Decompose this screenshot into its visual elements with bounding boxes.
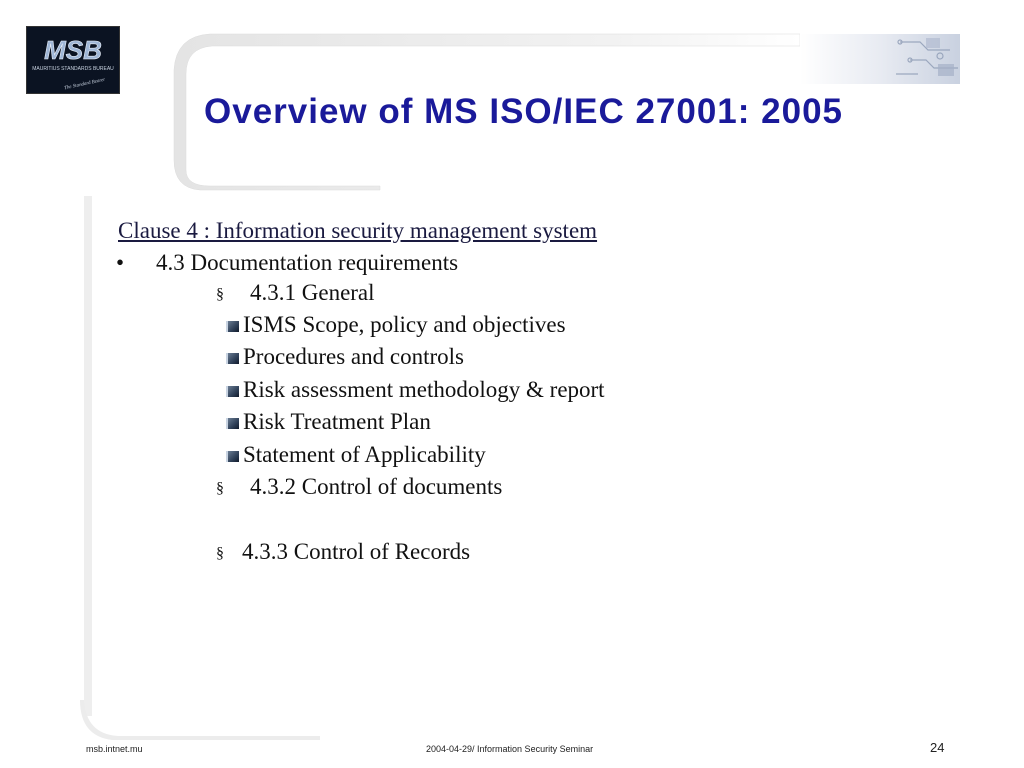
section-sign-icon: § xyxy=(216,545,224,562)
square-bullet-icon xyxy=(226,353,239,364)
page-number: 24 xyxy=(930,740,945,755)
section-sign-icon: § xyxy=(216,286,224,303)
section-sign-icon: § xyxy=(216,480,224,497)
subsection-control-records: 4.3.3 Control of Records xyxy=(242,539,471,564)
clause-heading: Clause 4 : Information security management system xyxy=(118,218,598,243)
square-bullet-icon xyxy=(226,386,239,397)
list-item: Procedures and controls xyxy=(243,344,464,369)
square-bullet-icon xyxy=(226,418,239,429)
section-heading: 4.3 Documentation requirements xyxy=(156,250,459,275)
subsection-general: 4.3.1 General xyxy=(250,280,375,305)
svg-text:MAURITIUS STANDARDS BUREAU: MAURITIUS STANDARDS BUREAU xyxy=(32,66,114,72)
footer-seminar-info: 2004-04-29/ Information Security Seminar xyxy=(426,744,594,754)
msb-logo xyxy=(26,26,120,94)
svg-text:The Standard Bearer: The Standard Bearer xyxy=(63,77,106,92)
square-bullet-icon xyxy=(226,451,239,462)
circuit-board-graphic xyxy=(800,34,960,84)
list-item: ISMS Scope, policy and objectives xyxy=(243,312,566,337)
list-item: Risk assessment methodology & report xyxy=(243,377,605,402)
square-bullet-icon xyxy=(226,321,239,332)
svg-text:MSB: MSB xyxy=(44,35,102,65)
list-item: Risk Treatment Plan xyxy=(243,409,431,434)
bullet-icon: • xyxy=(116,250,125,275)
subsection-control-documents: 4.3.2 Control of documents xyxy=(250,474,503,499)
footer-website: msb.intnet.mu xyxy=(86,744,143,754)
list-item: Statement of Applicability xyxy=(243,442,486,467)
slide-title: Overview of MS ISO/IEC 27001: 2005 xyxy=(204,92,844,131)
